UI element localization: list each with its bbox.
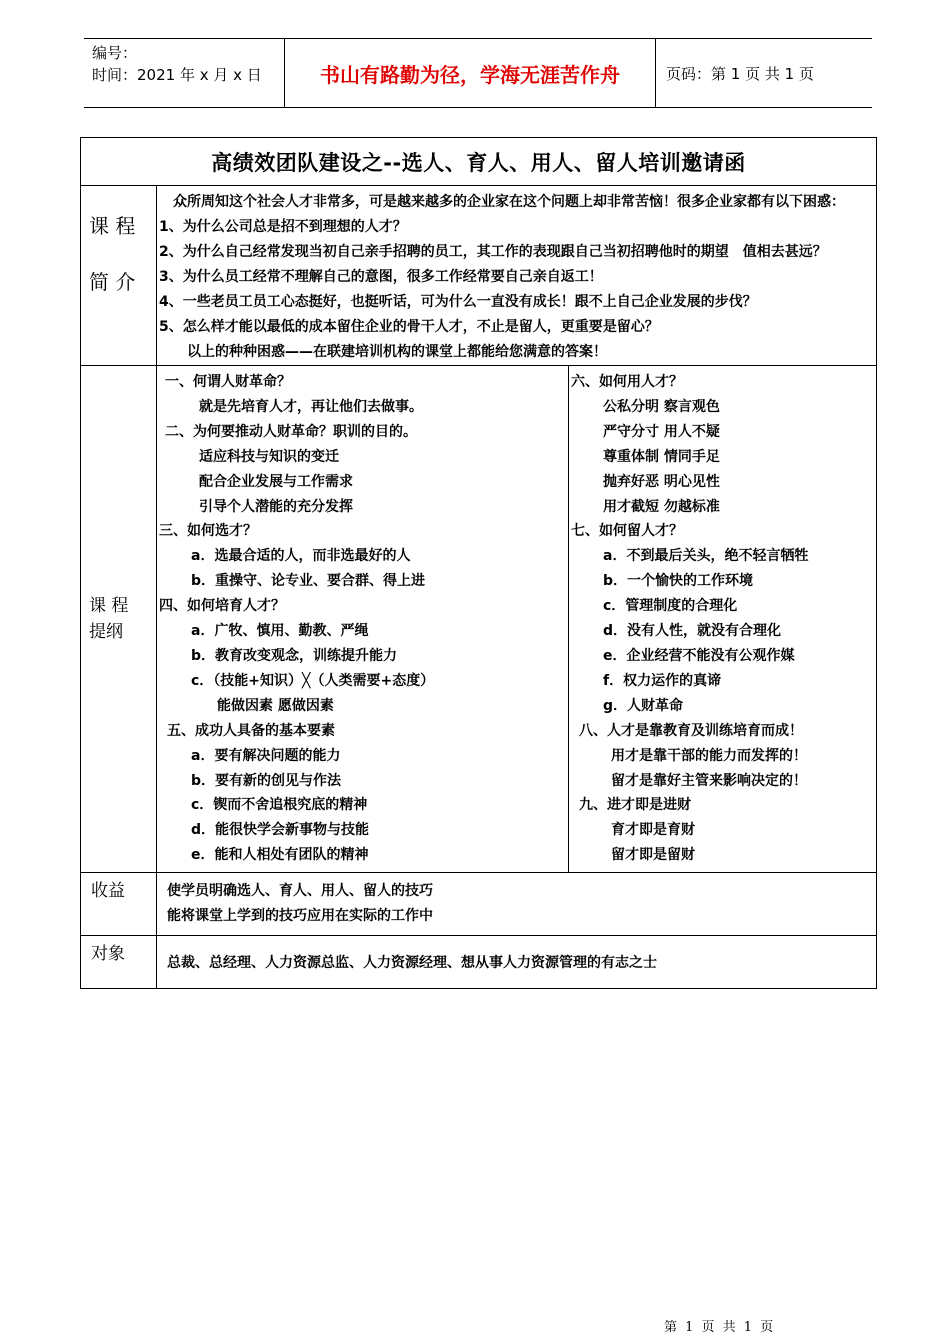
outline-item: e．企业经营不能没有公观作媒 (603, 647, 795, 664)
invitation-table (80, 137, 877, 989)
outline-item: a．选最合适的人，而非选最好的人 (191, 548, 411, 565)
outline-item: 三、如何选才？ (159, 523, 257, 540)
outline-item: 就是先培育人才，再让他们去做事。 (199, 398, 423, 415)
benefit-label: 收益 (81, 873, 157, 936)
outline-item: 四、如何培育人才？ (159, 598, 285, 615)
intro-paragraph: 3、为什么员工经常不理解自己的意图，很多工作经常要自己亲自返工！ (159, 269, 603, 285)
outline-item: 公私分明 察言观色 (603, 398, 720, 415)
intro-label (81, 186, 157, 366)
outline-item: b．重操守、论专业、要合群、得上进 (191, 573, 426, 590)
outline-item: c．锲而不舍追根究底的精神 (191, 797, 368, 814)
outline-label-line-1: 课 程 (89, 596, 129, 617)
outline-item: 用才截短 勿越标准 (603, 498, 720, 515)
benefit-line: 使学员明确选人、育人、用人、留人的技巧 (167, 883, 433, 900)
intro-paragraph: 4、一些老员工员工心态挺好，也挺听话，可为什么一直没有成长！跟不上自己企业发展的步伐？ (159, 294, 757, 310)
outline-label-line-2: 提纲 (89, 622, 123, 643)
outline-item: 配合企业发展与工作需求 (199, 473, 353, 490)
outline-item: 抛弃好恶 明心见性 (603, 473, 720, 490)
outline-item: 一、何谓人财革命？ (165, 374, 291, 390)
outline-label (81, 366, 157, 873)
outline-item: 尊重体制 情同手足 (603, 448, 720, 465)
outline-item: 八、人才是靠教育及训练培育而成！ (579, 722, 803, 739)
outline-item: 五、成功人具备的基本要素 (167, 722, 335, 739)
outline-item: b．要有新的创见与作法 (191, 772, 342, 789)
outline-item: g．人财革命 (603, 697, 684, 714)
target-label: 对象 (81, 936, 157, 989)
page-number-header: 页码：第 1 页 共 1 页 (666, 64, 814, 83)
outline-item: b．教育改变观念，训练提升能力 (191, 647, 398, 664)
outline-item: a．不到最后关头，绝不轻言牺牲 (603, 548, 809, 565)
header-meta (84, 39, 284, 107)
intro-label-line-2: 简 介 (89, 270, 136, 294)
intro-label-line-1: 课 程 (89, 214, 136, 238)
outline-item: 能做因素 愿做因素 (217, 697, 334, 714)
outline-item: 严守分寸 用人不疑 (603, 423, 720, 440)
serial-number: 编号： (92, 44, 138, 62)
date-line: 时间：2021 年 x 月 x 日 (92, 66, 262, 84)
motto: 书山有路勤为径，学海无涯苦作舟 (284, 39, 656, 107)
benefit-content (157, 873, 877, 936)
page-header (84, 38, 872, 108)
outline-item: c．（技能+知识）╳（人类需要+态度） (191, 672, 435, 689)
outline-item: 留才是靠好主管来影响决定的！ (611, 772, 807, 789)
intro-paragraph: 1、为什么公司总是招不到理想的人才？ (159, 219, 407, 235)
outline-item: a．广牧、慎用、勤教、严绳 (191, 623, 369, 640)
outline-item: 育才即是育财 (611, 822, 695, 839)
outline-item: d．能很快学会新事物与技能 (191, 822, 370, 839)
benefit-line: 能将课堂上学到的技巧应用在实际的工作中 (167, 908, 433, 925)
intro-paragraph: 众所周知这个社会人才非常多，可是越来越多的企业家在这个问题上却非常苦恼！很多企业家都有以下困惑： (159, 194, 845, 210)
outline-right-column (569, 366, 877, 873)
outline-item: b．一个愉快的工作环境 (603, 573, 754, 590)
outline-item: 适应科技与知识的变迁 (199, 448, 339, 465)
target-content: 总裁、总经理、人力资源总监、人力资源经理、想从事人力资源管理的有志之士 (157, 936, 877, 989)
outline-item: 留才即是留财 (611, 847, 695, 864)
outline-left-column (157, 366, 569, 873)
intro-content (157, 186, 877, 366)
document-title: 高绩效团队建设之--选人、育人、用人、留人培训邀请函 (81, 138, 877, 186)
page-footer: 第 1 页 共 1 页 (664, 1320, 774, 1335)
outline-item: c．管理制度的合理化 (603, 598, 738, 615)
intro-paragraph: 2、为什么自己经常发现当初自己亲手招聘的员工，其工作的表现跟自己当初招聘他时的期望 值相去甚远？ (159, 244, 827, 260)
outline-item: a．要有解决问题的能力 (191, 747, 341, 764)
outline-item: 九、进才即是进财 (579, 797, 691, 814)
outline-item: f．权力运作的真谛 (603, 672, 722, 689)
outline-item: 六、如何用人才？ (571, 374, 683, 390)
intro-paragraph: 5、怎么样才能以最低的成本留住企业的骨干人才，不止是留人，更重要是留心？ (159, 319, 659, 335)
outline-item: 引导个人潜能的充分发挥 (199, 498, 353, 515)
outline-item: 七、如何留人才？ (571, 523, 683, 540)
outline-item: 用才是靠干部的能力而发挥的！ (611, 747, 807, 764)
outline-item: e．能和人相处有团队的精神 (191, 847, 369, 864)
intro-paragraph: 以上的种种困惑——在联建培训机构的课堂上都能给您满意的答案！ (159, 344, 607, 360)
outline-item: 二、为何要推动人财革命？职训的目的。 (165, 423, 417, 440)
outline-item: d．没有人性，就没有合理化 (603, 623, 782, 640)
